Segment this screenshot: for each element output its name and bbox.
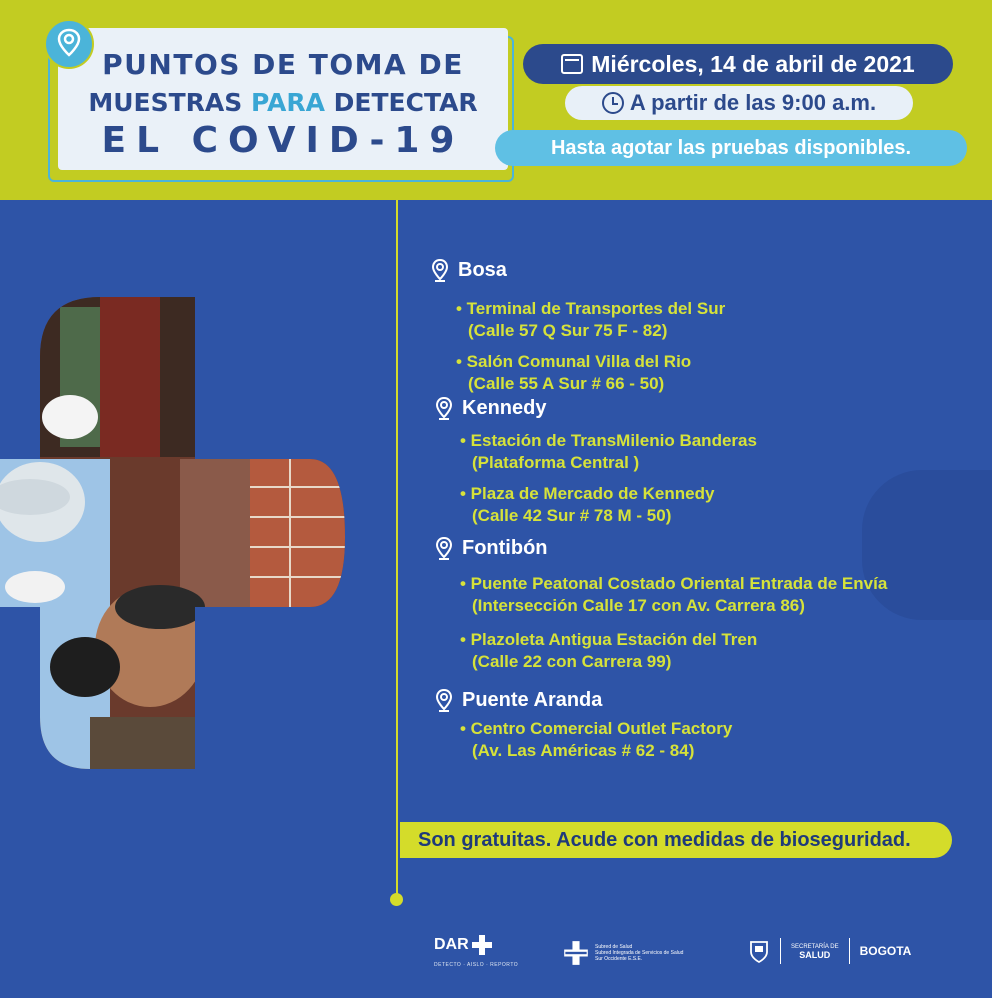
site-item (456, 351, 691, 395)
location-pin-icon (44, 19, 94, 69)
site-name: • Plazoleta Antigua Estación del Tren (460, 630, 758, 649)
salud-line-1: SECRETARÍA DE (791, 944, 839, 950)
location-pin-icon (434, 396, 454, 420)
coat-of-arms-icon (748, 938, 770, 964)
site-item (460, 629, 757, 673)
district-bosa (430, 258, 507, 282)
site-item (460, 573, 887, 617)
site-item (460, 430, 757, 474)
district-kennedy (434, 396, 546, 420)
district-fontibon (434, 536, 548, 560)
site-name: • Terminal de Transportes del Sur (456, 299, 726, 318)
logo-divider (780, 938, 781, 964)
footer-message: Son gratuitas. Acude con medidas de bioseguridad. (400, 822, 952, 858)
testing-photo (0, 297, 345, 769)
logo-divider (849, 938, 850, 964)
site-address: (Av. Las Américas # 62 - 84) (472, 741, 695, 760)
subred-line-2: Subred Integrada de Servicios de Salud (595, 950, 684, 956)
site-address: (Calle 57 Q Sur 75 F - 82) (468, 321, 668, 340)
site-name: • Salón Comunal Villa del Rio (456, 352, 692, 371)
district-puente-aranda (434, 688, 602, 712)
site-address: (Calle 42 Sur # 78 M - 50) (472, 506, 672, 525)
site-item (460, 718, 732, 762)
site-address: (Calle 55 A Sur # 66 - 50) (468, 374, 665, 393)
time-pill (565, 86, 913, 120)
site-name: • Puente Peatonal Costado Oriental Entrada de Envía (460, 574, 888, 593)
site-name: • Plaza de Mercado de Kennedy (460, 484, 715, 503)
site-name: • Estación de TransMilenio Banderas (460, 431, 757, 450)
location-pin-icon (430, 258, 450, 282)
plus-icon (471, 934, 493, 956)
site-name: • Centro Comercial Outlet Factory (460, 719, 733, 738)
site-address: (Plataforma Central ) (472, 453, 640, 472)
government-logos (748, 938, 911, 964)
clock-icon (602, 92, 624, 114)
calendar-icon (561, 54, 583, 74)
district-name: Fontibón (462, 536, 548, 559)
site-item (460, 483, 714, 527)
title-line-2 (58, 88, 508, 117)
title-line-1: PUNTOS DE TOMA DE (102, 48, 464, 81)
location-pin-icon (434, 688, 454, 712)
secretaria-salud-logo (791, 943, 839, 959)
timeline-dot (390, 893, 403, 906)
subred-line-1: Subred de Salud (595, 944, 633, 950)
title-line-3: EL COVID-19 (101, 120, 465, 161)
time-text: A partir de las 9:00 a.m. (629, 90, 877, 115)
dar-logo (434, 934, 493, 956)
health-cross-icon (563, 940, 589, 966)
bogota-logo: BOGOTA (859, 944, 912, 958)
title-word-muestras: MUESTRAS (88, 88, 243, 117)
availability-pill: Hasta agotar las pruebas disponibles. (495, 130, 967, 166)
salud-line-2: SALUD (799, 950, 831, 960)
dar-logo-text: DAR (434, 936, 469, 953)
district-name: Puente Aranda (462, 688, 603, 711)
district-name: Bosa (458, 258, 507, 281)
site-address: (Calle 22 con Carrera 99) (472, 652, 672, 671)
timeline-line (396, 200, 398, 898)
date-text: Miércoles, 14 de abril de 2021 (591, 50, 915, 77)
title-card (58, 28, 508, 170)
subred-text (595, 944, 683, 962)
subred-line-3: Sur Occidente E.S.E. (595, 956, 643, 962)
location-pin-icon (434, 536, 454, 560)
site-address: (Intersección Calle 17 con Av. Carrera 86) (472, 596, 805, 615)
title-word-detectar: DETECTAR (333, 88, 478, 117)
subred-logo (563, 940, 683, 966)
district-name: Kennedy (462, 396, 547, 419)
dar-tagline: DETECTO · AISLO · REPORTO (434, 962, 519, 968)
site-item (456, 298, 725, 342)
title-word-para: PARA (250, 88, 325, 117)
date-pill (523, 44, 953, 84)
